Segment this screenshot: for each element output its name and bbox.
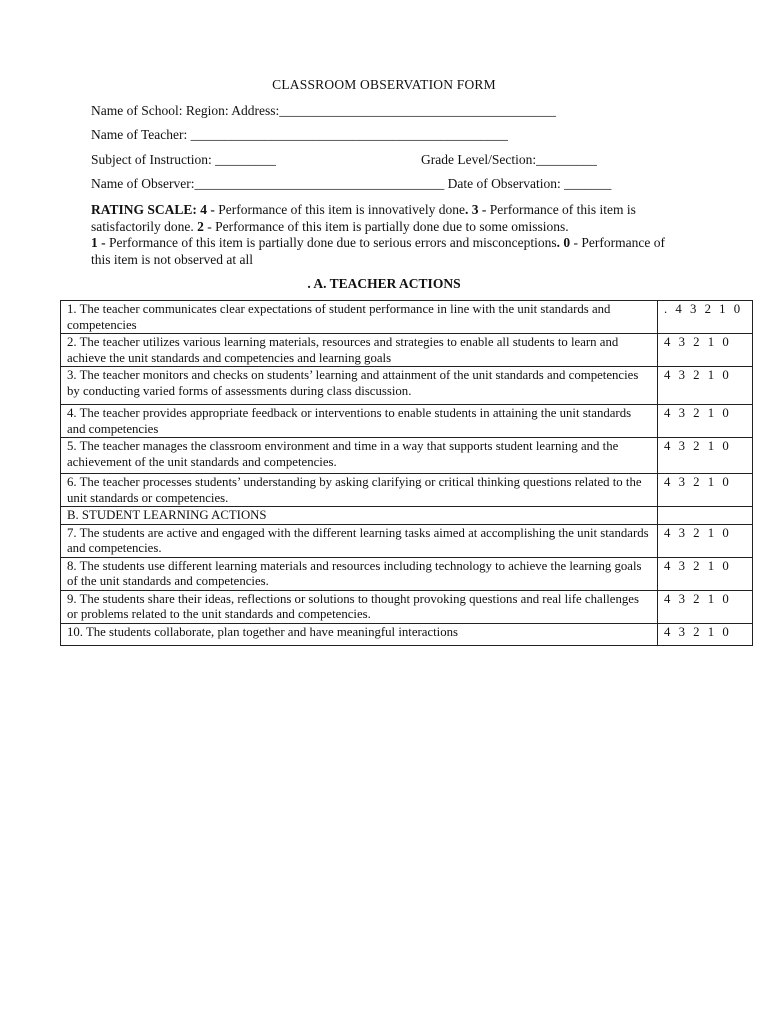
item-score: 4 3 2 1 0	[657, 474, 752, 507]
item-score: 4 3 2 1 0	[657, 438, 752, 474]
scale-2-text: - Performance of this item is partially done due to some omissions.	[203, 218, 569, 234]
item-text: 10. The students collaborate, plan together and have meaningful interactions	[61, 623, 658, 645]
item-score: 4 3 2 1 0	[657, 590, 752, 623]
item-text: 7. The students are active and engaged with the different learning tasks aimed at accomplishing the unit standards and competencies.	[61, 524, 658, 557]
table-row	[61, 438, 753, 474]
item-score: 4 3 2 1 0	[657, 405, 752, 438]
section-b-heading: B. STUDENT LEARNING ACTIONS	[61, 507, 658, 525]
item-score: 4 3 2 1 0	[657, 334, 752, 367]
scale-3-text: Performance of this item is satisfactorily done.	[91, 202, 636, 234]
table-row	[61, 367, 753, 405]
table-row	[61, 623, 753, 645]
form-title: CLASSROOM OBSERVATION FORM	[272, 77, 496, 92]
section-a-heading: . A. TEACHER ACTIONS	[307, 276, 461, 291]
item-score: 4 3 2 1 0	[657, 623, 752, 645]
table-row	[61, 590, 753, 623]
scale-0-text: - Performance of this item is not observed at all	[91, 235, 665, 267]
item-text: 6. The teacher processes students’ understanding by asking clarifying or critical thinking questions related to the unit standards or competencies.	[61, 474, 658, 507]
empty-score-cell	[657, 507, 752, 525]
item-score: 4 3 2 1 0	[657, 524, 752, 557]
observer-date-line: Name of Observer:_____________________________________ Date of Observation: _______	[91, 176, 612, 191]
item-text: 2. The teacher utilizes various learning materials, resources and strategies to enable all students to learn and achieve the unit standards and competencies and learning goals	[61, 334, 658, 367]
item-text: 4. The teacher provides appropriate feedback or interventions to enable students in attaining the unit standards and competencies	[61, 405, 658, 438]
item-text: 9. The students share their ideas, reflections or solutions to thought provoking questions and real life challenges or problems related to the unit standards and competencies.	[61, 590, 658, 623]
observation-table	[60, 300, 753, 646]
item-text: 8. The students use different learning materials and resources including technology to achieve the learning goals of the unit standards and competencies.	[61, 557, 658, 590]
scale-1-text: Performance of this item is partially done due to serious errors and misconceptions	[105, 235, 557, 250]
grade-level-line: Grade Level/Section:_________	[421, 152, 597, 167]
item-score: 4 3 2 1 0	[657, 557, 752, 590]
scale-4-text: Performance of this item is innovatively done	[214, 202, 465, 217]
table-row	[61, 474, 753, 507]
table-row	[61, 334, 753, 367]
item-text: 5. The teacher manages the classroom environment and time in a way that supports student learning and the achievement of the unit standards and competencies.	[61, 438, 658, 474]
scale-4-number: 4 -	[196, 202, 215, 217]
rating-scale	[91, 202, 671, 268]
section-row	[61, 507, 753, 525]
table-row	[61, 524, 753, 557]
item-score: 4 3 2 1 0	[657, 367, 752, 405]
item-score: . 4 3 2 1 0	[657, 301, 752, 334]
scale-2-number: 2	[197, 218, 204, 234]
item-text: 1. The teacher communicates clear expectations of student performance in line with the unit standards and competencies	[61, 301, 658, 334]
table-row	[61, 557, 753, 590]
rating-scale-label: RATING SCALE:	[91, 202, 197, 217]
scale-3-number: . 3 -	[464, 202, 487, 217]
scale-0-number: . 0	[556, 235, 571, 250]
item-text: 3. The teacher monitors and checks on students’ learning and attainment of the unit standards and competencies by conducting varied forms of assessments during class discussion.	[61, 367, 658, 405]
scale-1-number: 1 -	[91, 235, 106, 250]
subject-line: Subject of Instruction: _________	[91, 152, 276, 167]
teacher-name-line: Name of Teacher: _______________________________________________	[91, 127, 508, 142]
table-row	[61, 405, 753, 438]
school-region-address-line: Name of School: Region: Address:_________________________________________	[91, 103, 556, 118]
table-row	[61, 301, 753, 334]
